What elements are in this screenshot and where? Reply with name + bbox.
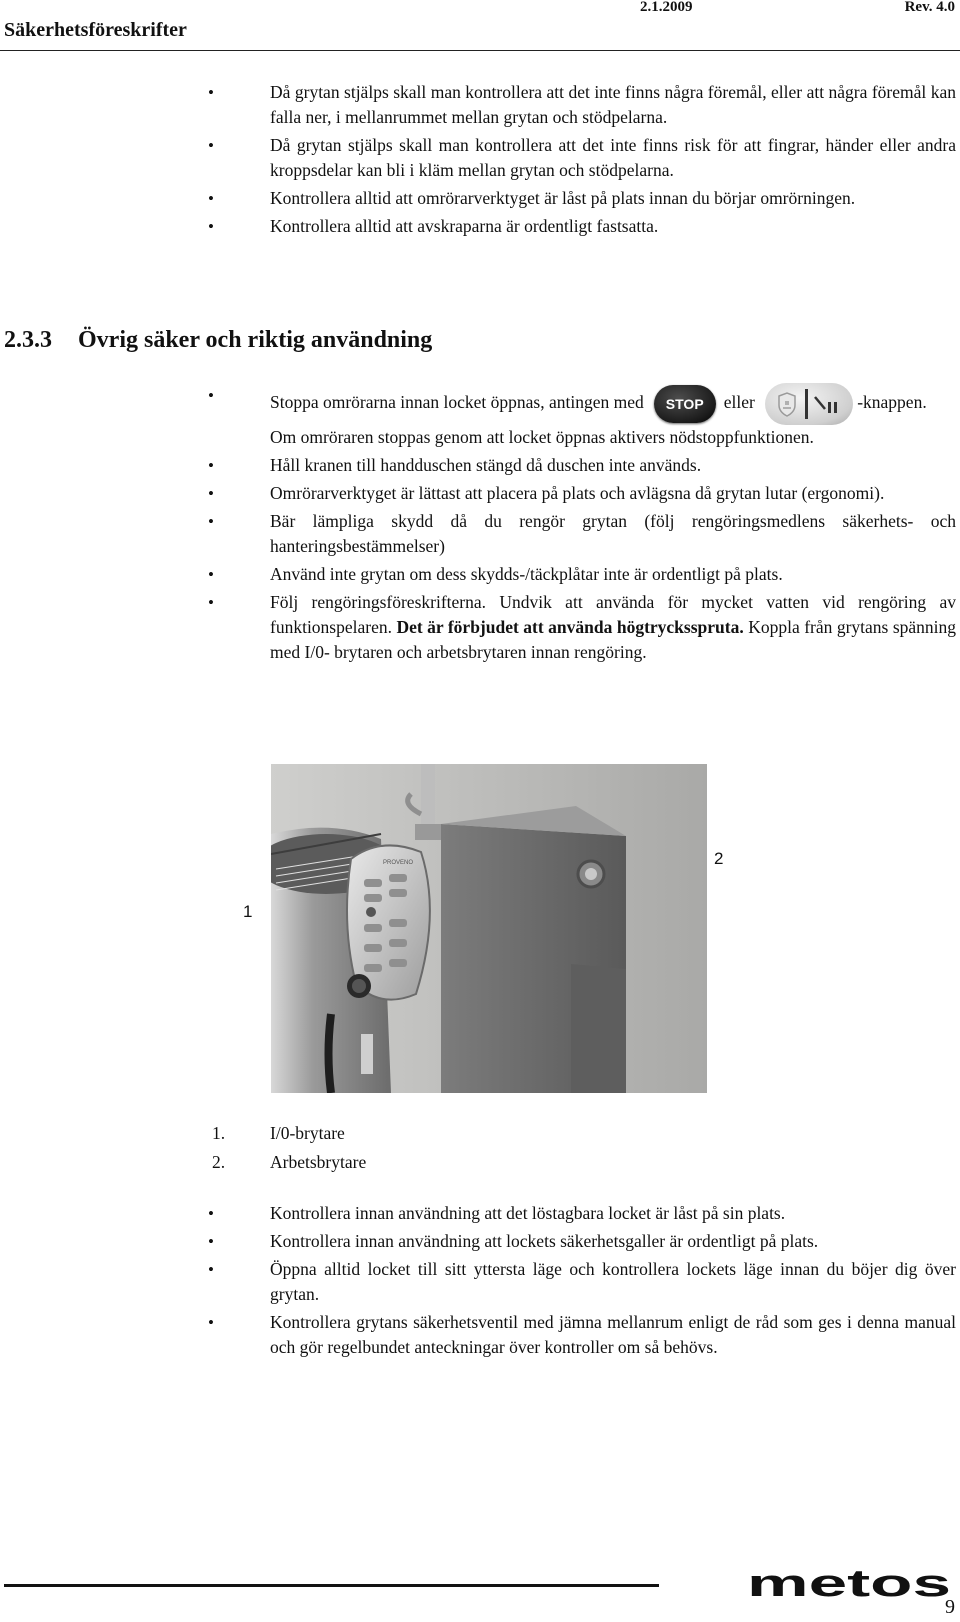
bullet-list-top [0,80,960,239]
list-item: • Öppna alltid locket till sitt yttersta läge och kontrollera lockets läge innan du böjer dig över grytan. [208,1259,956,1304]
list-item: • Kontrollera grytans säkerhetsventil med jämna mellanrum enligt de råd som ges i denna manual och gör regelbundet anteckningar över kontroller om så behövs. [208,1312,956,1357]
list-item: • Omrörarverktyget är lättast att placera på plats och avlägsna då grytan lutar (ergonomi). [208,483,885,503]
list-item: • Stoppa omrörarna innan locket öppnas, antingen med STOP eller -knappen. Om omröraren stoppas genom att locket öppnas aktivers nödstoppfunktionen. [0,373,960,450]
stop-button-icon: STOP [654,385,716,423]
bullet-list-bottom [0,1201,960,1360]
list-item: • Kontrollera alltid att omrörarverktyget är låst på plats innan du börjar omrörningen. [208,188,856,208]
kettle-photo [271,764,707,1093]
list-item: • Kontrollera alltid att avskraparna är ordentligt fastsatta. [208,216,659,236]
page-number: 9 [945,1596,955,1618]
list-item: • Då grytan stjälps skall man kontrollera att det inte finns några föremål, eller att några föremål kan falla ner, i mellanrummet mellan grytan och stödpelarna. [208,82,956,127]
bullet-list-mid [0,373,960,665]
header-rule [0,50,960,51]
list-item: • Då grytan stjälps skall man kontrollera att det inte finns risk för att fingrar, händer eller andra kroppsdelar kan bli i kläm mellan grytan och stödpelarna. [208,135,956,180]
footer-rule [4,1584,659,1587]
header-title: Säkerhetsföreskrifter [4,19,187,41]
svg-text:PROVENO: PROVENO [383,860,414,866]
svg-text:metos: metos [747,1566,951,1602]
callout-2: 2 [714,849,724,868]
list-item: • Använd inte grytan om dess skydds-/täckplåtar inte är ordentligt på plats. [208,564,783,584]
list-item: • Kontrollera innan användning att lockets säkerhetsgaller är ordentligt på plats. [208,1231,819,1251]
header-date: 2.1.2009 [640,0,693,15]
legend-item: 1. I/0-brytare [212,1123,345,1143]
section-number: 2.3.3 [4,327,52,353]
section-heading [4,327,432,354]
list-item: • Håll kranen till handduschen stängd då duschen inte används. [208,455,702,475]
list-item: • Följ rengöringsföreskrifterna. Undvik att använda för mycket vatten vid rengöring av funktionspelaren. Det är förbjudet att använda högtrycksspruta. Koppla från grytans spänning med I/0- brytaren och arbetsbrytaren innan rengöring. [208,592,957,662]
figure-legend [0,1121,960,1179]
legend-item: 2. Arbetsbrytare [212,1152,367,1172]
list-item: • Kontrollera innan användning att det löstagbara locket är låst på sin plats. [208,1203,786,1223]
callout-1: 1 [243,902,253,921]
pause-button-icon [765,383,853,425]
header-revision: Rev. 4.0 [904,0,955,15]
warning-bold-text: Det är förbjudet att använda högtrycksspruta. [396,617,744,637]
section-title: Övrig säker och riktig användning [78,327,433,353]
metos-logo [747,1566,955,1607]
list-item: • Bär lämpliga skydd då du rengör grytan (följ rengöringsmedlens säkerhets- och hanteringsbestämmelser) [208,511,956,556]
